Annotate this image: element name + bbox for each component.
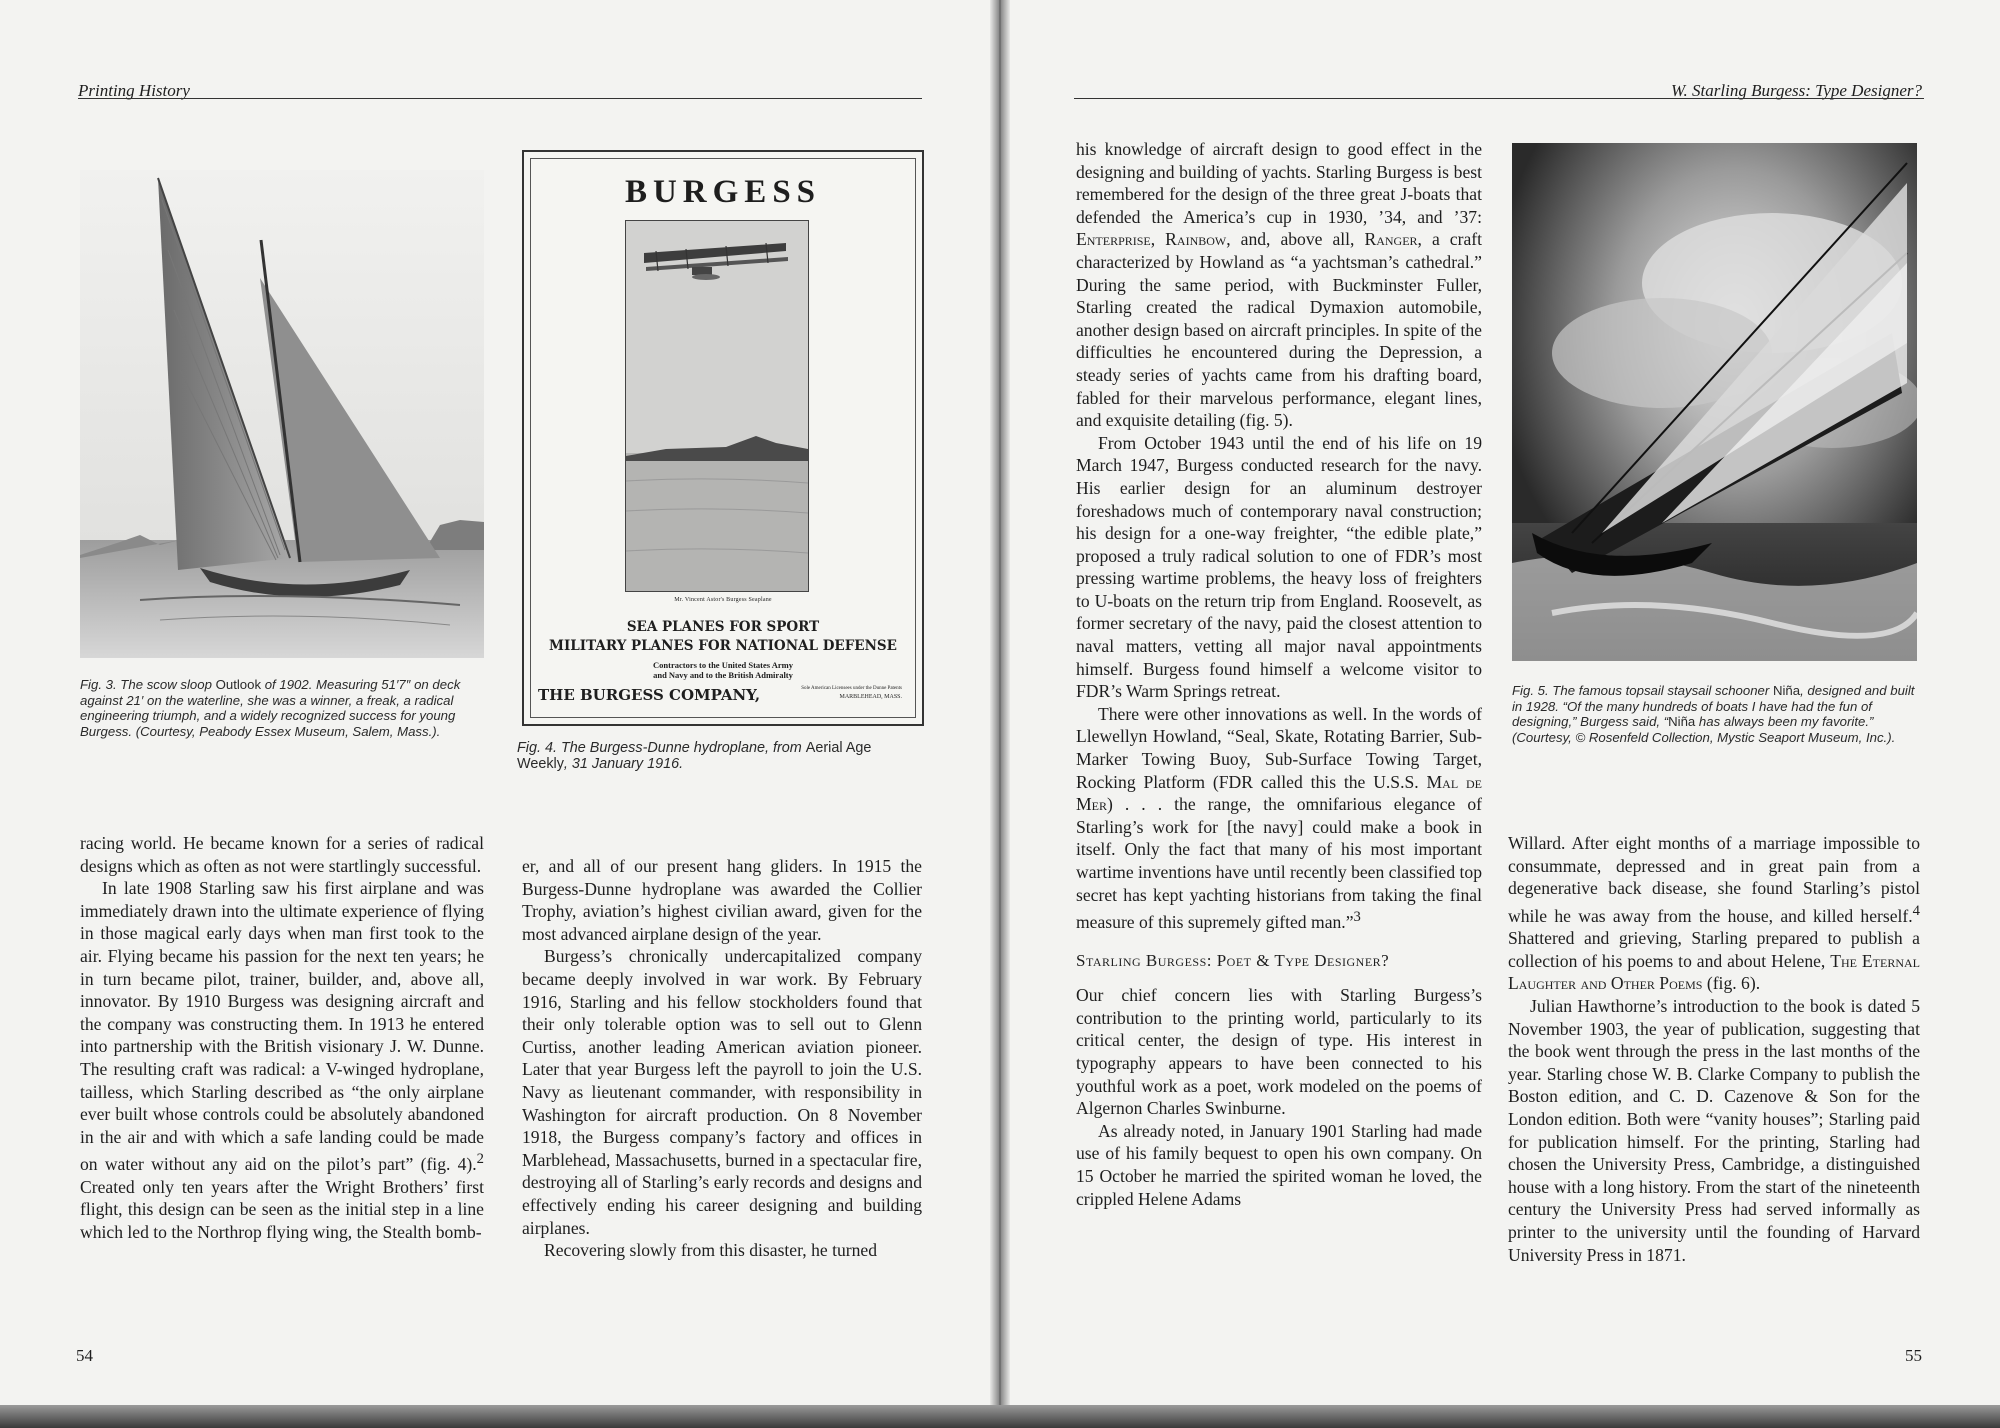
paragraph: From October 1943 until the end of his life on 19 March 1947, Burgess conducted research for the navy. His earlier design for an aluminum destroyer foreshadows much of contemporary naval construction; his design for a one-way freighter, “the edible plate,” proposed a truly radical solution to one of FDR’s most pressing wartime problems, the heavy loss of freighters to U-boats on the return trip from England. Roosevelt, as former secretary of the navy, paid the closest attention to naval matters, vetting all major naval appointments himself. Burgess found himself a welcome visitor to FDR’s Warm Springs retreat. [1076, 432, 1482, 702]
fig3-caption [80, 677, 484, 739]
right-column-1-body [1076, 138, 1482, 934]
section-subhead: Starling Burgess: Poet & Type Designer? [1076, 950, 1390, 970]
header-rule-right [1074, 98, 1924, 99]
right-page [1004, 0, 2000, 1428]
sailboat-illustration [80, 170, 484, 658]
ad-photo-caption: Mr. Vincent Astor's Burgess Seaplane [674, 597, 772, 603]
fig5-caption-text: Fig. 5. The famous topsail staysail schooner Niña, designed and built in 1928. “Of the many hundreds of boats I have had the fun of designing,” Burgess said, “Niña has always been my favorite.” (Courtesy, © Rosenfeld Collection, Mystic Seaport Museum, Inc.). [1512, 683, 1915, 745]
ad-fine-print: Sole American Licensees under the Dunne Patents [801, 686, 902, 691]
ad-title: BURGESS [624, 174, 822, 210]
ad-place: MARBLEHEAD, MASS. [839, 694, 902, 700]
bottom-edge-shadow [0, 1405, 2000, 1428]
paragraph: Recovering slowly from this disaster, he turned [544, 1240, 878, 1261]
folio-right: 55 [1905, 1346, 1922, 1365]
fig4-caption-text: Fig. 4. The Burgess-Dunne hydroplane, from Aerial Age Weekly, 31 January 1916. [517, 740, 872, 772]
schooner-photo [1512, 143, 1917, 661]
ad-headline-sport: SEA PLANES FOR SPORT [626, 619, 820, 635]
burgess-advertisement [522, 150, 924, 726]
right-column-1-body-b [1076, 984, 1482, 1210]
book-gutter [990, 0, 1010, 1428]
right-column-2 [1508, 832, 1920, 1266]
paragraph: There were other innovations as well. In the words of Llewellyn Howland, “Seal, Skate, Rotating Barrier, Sub-Marker Towing Buoy, Sub-Surface Towing Target, Rocking Platform (FDR called this the U.S.S. Mal de Mer) . . . the range, the omnifarious elegance of Starling’s work for [the navy] could make a book in itself. Only the fact that many of his most important wartime inventions have until recently been classified top secret has kept yachting historians from taking the final measure of this supremely gifted man.”$^3$ [1076, 703, 1482, 933]
seaplane-illustration [626, 221, 808, 591]
paragraph: Our chief concern lies with Starling Burgess’s contribution to the printing world, particularly to its critical center, the design of type. His interest in typography appears to have been connected to his youthful work as a poet, work modeled on the poems of Algernon Charles Swinburne. [1076, 985, 1482, 1119]
paragraph: Willard. After eight months of a marriage impossible to consummate, depressed and in great pain from a degenerative back disease, she found Starling’s pistol while he was away from the house, and killed herself.$^4$ Shattered and grieving, Starling prepared to publish a collection of his poems to and about Helene, The Eternal Laughter and Other Poems (fig. 6). [1508, 833, 1921, 994]
left-column-2 [522, 855, 922, 1262]
folio-left: 54 [76, 1346, 93, 1365]
paragraph: racing world. He became known for a series of radical designs which as often as not were startlingly successful. [80, 833, 484, 876]
left-page [0, 0, 996, 1428]
seaplane-photo [625, 220, 809, 592]
running-head-left: Printing History [78, 81, 190, 100]
header-rule-left [78, 98, 922, 99]
ad-contractors-line2: and Navy and to the British Admiralty [653, 670, 793, 680]
paragraph: In late 1908 Starling saw his first airplane and was immediately drawn into the ultimate experience of flying in those magical early days when man first took to the air. Flying became his passion for the next ten years; he in turn became pilot, trainer, builder, and, above all, innovator. By 1910 Burgess was designing aircraft and the company was constructing them. In 1913 he entered into partnership with the British visionary J. W. Dunne. The resulting craft was radical: a V-winged hydroplane, tailless, which Starling described as “the only airplane ever built whose controls could be absolutely abandoned in the air and with which a safe landing could be made on water without any aid on the pilot’s part” (fig. 4).$^2$ Created only ten years after the Wright Brothers’ first flight, this design can be seen as the initial step in a line which led to the Northrop flying wing, the Stealth bomb- [80, 878, 484, 1242]
sailboat-photo [80, 170, 484, 658]
fig5-caption [1512, 683, 1917, 745]
paragraph: As already noted, in January 1901 Starling had made use of his family bequest to open his own company. On 15 October he married the spirited woman he loved, the crippled Helene Adams [1076, 1120, 1482, 1209]
ad-company-name: THE BURGESS COMPANY, [538, 686, 761, 704]
left-column-1 [80, 832, 484, 1244]
ad-contractors-line1: Contractors to the United States Army [653, 660, 793, 670]
paragraph: er, and all of our present hang gliders. In 1915 the Burgess-Dunne hydroplane was awarded the Collier Trophy, aviation’s highest civilian award, given for the most advanced airplane design of the year. [522, 856, 922, 944]
ad-contractors [524, 660, 922, 680]
paragraph: Julian Hawthorne’s introduction to the book is dated 5 November 1903, the year of publication, suggesting that the book went through the press in the last months of the year. Starling chose W. B. Clarke Company to publish the Boston edition, and C. D. Cazenove & Son for the London edition. Both were “vanity houses”; Starling paid for publication himself. For the printing, Starling had chosen the University Press, Cambridge, a distinguished house with a long history. From the start of the nineteenth century the University Press had served informally as printer to the university until the founding of Harvard University Press in 1871. [1508, 996, 1920, 1265]
fig3-caption-text: Fig. 3. The scow sloop Outlook of 1902. Measuring 51′7″ on deck against 21′ on the waterline, she was a winner, a freak, a radical engineering triumph, and a widely recognized success for young Burgess. (Courtesy, Peabody Essex Museum, Salem, Mass.). [80, 677, 461, 739]
paragraph: his knowledge of aircraft design to good effect in the designing and building of yachts. Starling Burgess is best remembered for the design of the three great J-boats that defended the America’s cup in 1930, ’34, and ’37: Enterprise, Rainbow, and, above all, Ranger, a craft characterized by Howland as “a yachtsman’s cathedral.” During the same period, with Buckminster Fuller, Starling created the radical Dymaxion automobile, another design based on aircraft principles. In spite of the difficulties he encountered during the Depression, a steady series of yachts came from his drafting board, fabled for their marvelous performance, elegant lines, and exquisite detailing (fig. 5). [1076, 139, 1482, 431]
ad-headline-defense: MILITARY PLANES FOR NATIONAL DEFENSE [549, 638, 897, 654]
schooner-illustration [1512, 143, 1917, 661]
right-column-1 [1076, 138, 1482, 1210]
fig4-caption [517, 740, 922, 772]
paragraph: Burgess’s chronically undercapitalized company became deeply involved in war work. By February 1916, Starling and his fellow stockholders found that their only tolerable option was to sell out to Glenn Curtiss, another leading American aviation pioneer. Later that year Burgess left the payroll to join the U.S. Navy as lieutenant commander, with responsibility in Washington for aircraft production. On 8 November 1918, the Burgess company’s factory and offices in Marblehead, Massachusetts, burned in a spectacular fire, destroying all of Starling’s early records and designs and effectively ending his career designing and building airplanes. [522, 946, 922, 1238]
running-head-right: W. Starling Burgess: Type Designer? [1670, 81, 1922, 100]
